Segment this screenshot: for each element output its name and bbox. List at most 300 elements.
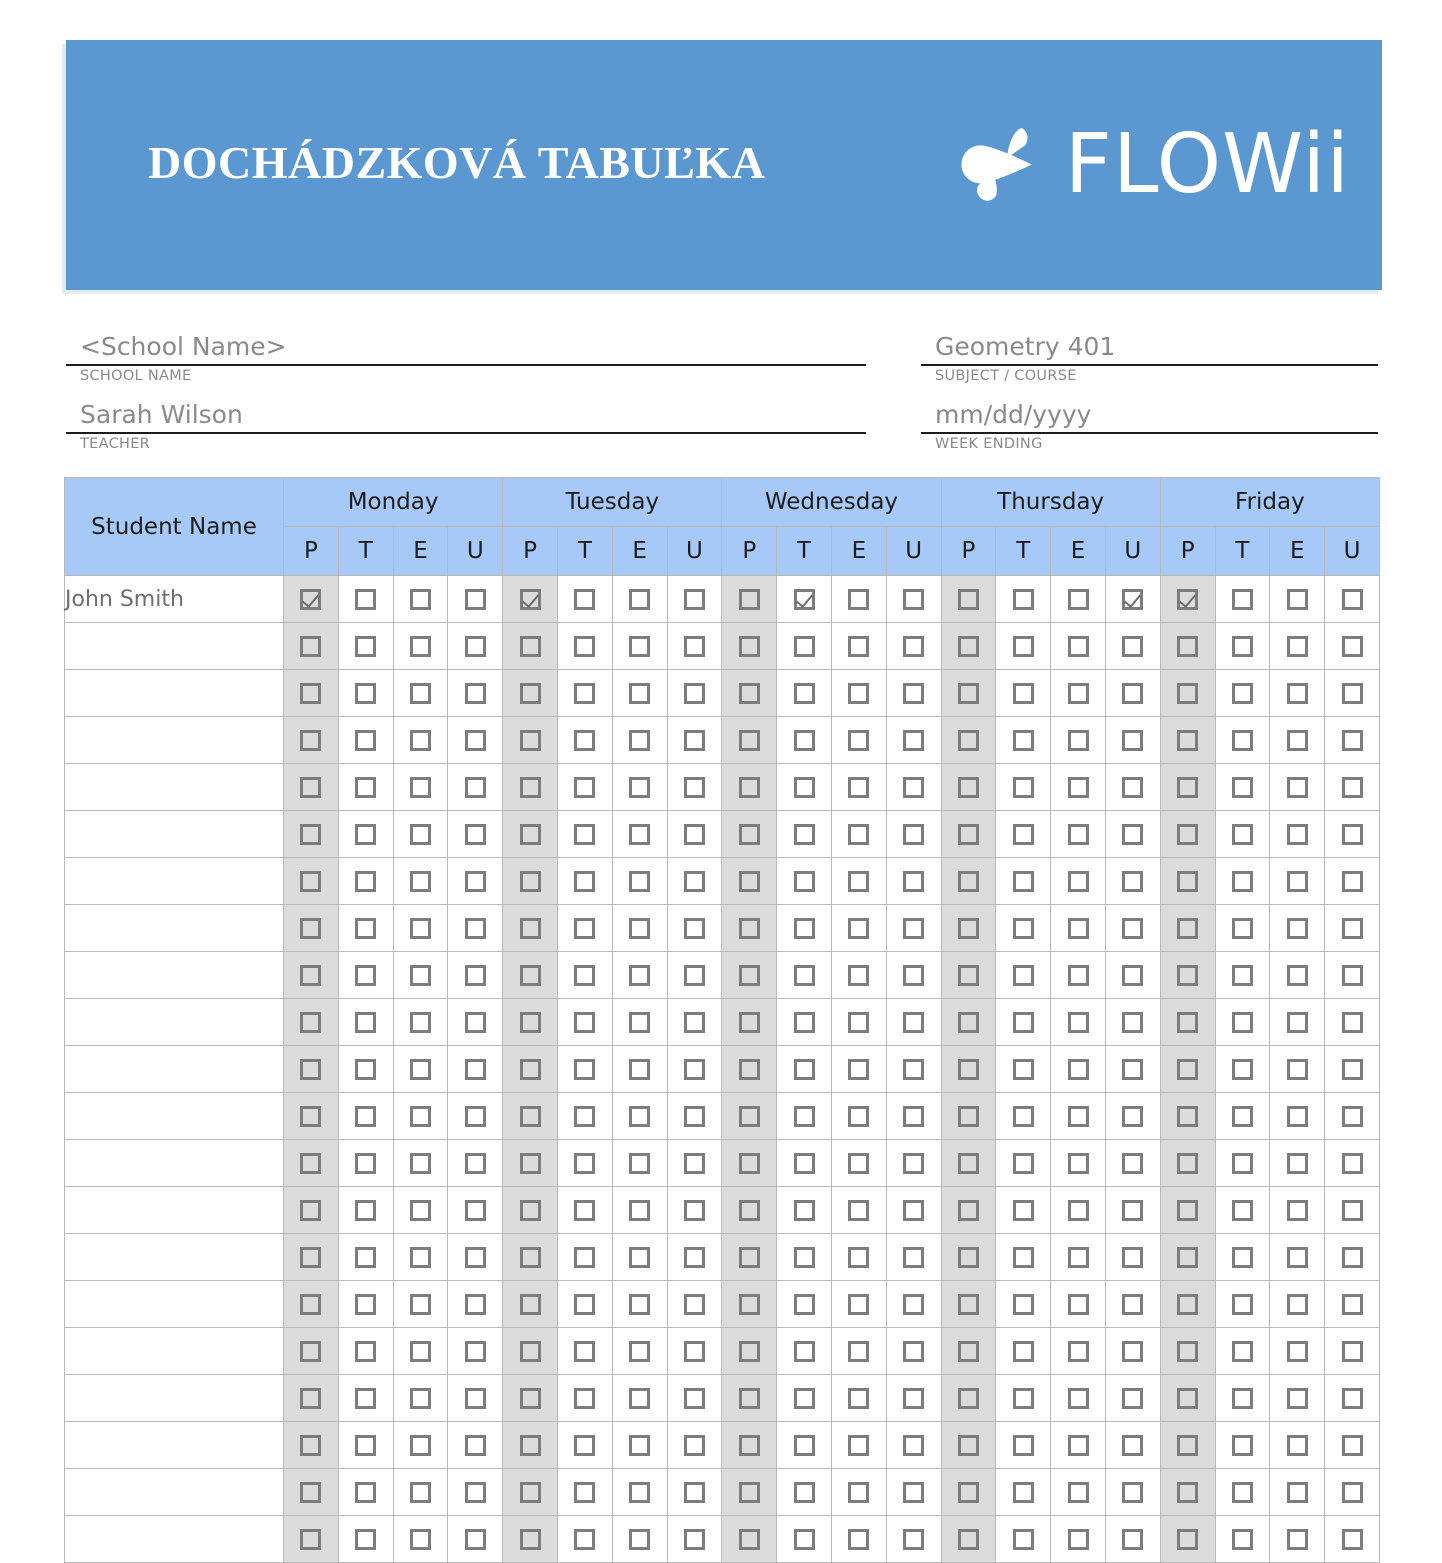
checkbox-icon[interactable] (903, 730, 924, 751)
checkbox-icon[interactable] (574, 824, 595, 845)
attendance-cell-friday-u[interactable] (1325, 1234, 1380, 1281)
checkbox-icon[interactable] (684, 965, 705, 986)
attendance-cell-monday-u[interactable] (448, 1093, 503, 1140)
attendance-cell-wednesday-e[interactable] (831, 858, 886, 905)
checkbox-icon[interactable] (355, 1482, 376, 1503)
attendance-cell-wednesday-e[interactable] (831, 1469, 886, 1516)
checkbox-icon[interactable] (520, 824, 541, 845)
checkbox-icon[interactable] (410, 1341, 431, 1362)
attendance-cell-thursday-p[interactable] (941, 1234, 996, 1281)
attendance-cell-friday-p[interactable] (1160, 999, 1215, 1046)
checkbox-icon[interactable] (410, 589, 431, 610)
attendance-cell-friday-p[interactable] (1160, 623, 1215, 670)
attendance-cell-friday-t[interactable] (1215, 1187, 1270, 1234)
attendance-cell-friday-p[interactable] (1160, 764, 1215, 811)
attendance-cell-wednesday-p[interactable] (722, 858, 777, 905)
checkbox-icon[interactable] (520, 1200, 541, 1221)
checkbox-icon[interactable] (1122, 1435, 1143, 1456)
checkbox-icon[interactable] (794, 683, 815, 704)
attendance-cell-tuesday-u[interactable] (667, 717, 722, 764)
attendance-cell-tuesday-t[interactable] (557, 1140, 612, 1187)
checkbox-icon[interactable] (629, 1012, 650, 1033)
checkbox-icon[interactable] (1232, 1106, 1253, 1127)
attendance-cell-tuesday-t[interactable] (557, 1375, 612, 1422)
checkbox-icon[interactable] (1122, 965, 1143, 986)
checkbox-icon[interactable] (903, 918, 924, 939)
attendance-cell-wednesday-p[interactable] (722, 1234, 777, 1281)
attendance-cell-tuesday-u[interactable] (667, 1422, 722, 1469)
attendance-cell-thursday-u[interactable] (1105, 905, 1160, 952)
attendance-cell-thursday-p[interactable] (941, 670, 996, 717)
attendance-cell-wednesday-t[interactable] (777, 1281, 832, 1328)
checkbox-icon[interactable] (629, 730, 650, 751)
attendance-cell-thursday-t[interactable] (996, 764, 1051, 811)
attendance-cell-tuesday-p[interactable] (503, 811, 558, 858)
checkbox-icon[interactable] (465, 1529, 486, 1550)
attendance-cell-monday-e[interactable] (393, 811, 448, 858)
attendance-cell-friday-p[interactable] (1160, 858, 1215, 905)
attendance-cell-wednesday-p[interactable] (722, 1093, 777, 1140)
attendance-cell-tuesday-e[interactable] (612, 1046, 667, 1093)
checkbox-icon[interactable] (574, 871, 595, 892)
attendance-cell-tuesday-u[interactable] (667, 576, 722, 623)
checkbox-icon[interactable] (739, 1341, 760, 1362)
attendance-cell-wednesday-u[interactable] (886, 1046, 941, 1093)
checkbox-icon[interactable] (574, 1153, 595, 1174)
student-name-cell[interactable] (65, 1046, 284, 1093)
student-name-cell[interactable] (65, 1516, 284, 1563)
attendance-cell-monday-t[interactable] (338, 1375, 393, 1422)
checkbox-icon[interactable] (1122, 918, 1143, 939)
checkbox-icon[interactable] (739, 636, 760, 657)
attendance-cell-thursday-t[interactable] (996, 1187, 1051, 1234)
attendance-cell-friday-p[interactable] (1160, 1516, 1215, 1563)
attendance-cell-friday-t[interactable] (1215, 999, 1270, 1046)
attendance-cell-wednesday-e[interactable] (831, 1234, 886, 1281)
checkbox-icon[interactable] (629, 1247, 650, 1268)
attendance-cell-tuesday-e[interactable] (612, 1422, 667, 1469)
attendance-cell-monday-t[interactable] (338, 905, 393, 952)
attendance-cell-wednesday-e[interactable] (831, 1516, 886, 1563)
attendance-cell-monday-u[interactable] (448, 1516, 503, 1563)
checkbox-icon[interactable] (300, 1200, 321, 1221)
attendance-cell-wednesday-e[interactable] (831, 999, 886, 1046)
attendance-cell-tuesday-u[interactable] (667, 764, 722, 811)
attendance-cell-monday-u[interactable] (448, 999, 503, 1046)
attendance-cell-monday-t[interactable] (338, 1328, 393, 1375)
attendance-cell-wednesday-p[interactable] (722, 952, 777, 999)
checkbox-icon[interactable] (739, 777, 760, 798)
checkbox-icon[interactable] (1122, 730, 1143, 751)
checkbox-icon[interactable] (1177, 1153, 1198, 1174)
attendance-cell-friday-t[interactable] (1215, 717, 1270, 764)
attendance-cell-thursday-e[interactable] (1051, 576, 1106, 623)
checkbox-icon[interactable] (739, 1482, 760, 1503)
attendance-cell-thursday-e[interactable] (1051, 764, 1106, 811)
attendance-cell-wednesday-u[interactable] (886, 1234, 941, 1281)
attendance-cell-tuesday-p[interactable] (503, 1093, 558, 1140)
checkbox-icon[interactable] (1287, 1294, 1308, 1315)
attendance-cell-friday-u[interactable] (1325, 1516, 1380, 1563)
checkbox-icon[interactable] (903, 871, 924, 892)
attendance-cell-wednesday-e[interactable] (831, 1328, 886, 1375)
checkbox-icon[interactable] (848, 1059, 869, 1080)
checkbox-icon[interactable] (1287, 1012, 1308, 1033)
attendance-cell-wednesday-e[interactable] (831, 905, 886, 952)
attendance-cell-monday-p[interactable] (284, 1046, 339, 1093)
checkbox-icon[interactable] (1068, 589, 1089, 610)
attendance-cell-wednesday-p[interactable] (722, 717, 777, 764)
attendance-cell-thursday-p[interactable] (941, 1093, 996, 1140)
checkbox-icon[interactable] (958, 1153, 979, 1174)
attendance-cell-tuesday-p[interactable] (503, 1281, 558, 1328)
attendance-cell-thursday-t[interactable] (996, 623, 1051, 670)
checkbox-icon[interactable] (574, 777, 595, 798)
attendance-cell-thursday-p[interactable] (941, 1187, 996, 1234)
attendance-cell-monday-p[interactable] (284, 1469, 339, 1516)
checkbox-icon[interactable] (1342, 1388, 1363, 1409)
attendance-cell-monday-t[interactable] (338, 1422, 393, 1469)
checkbox-icon[interactable] (739, 1529, 760, 1550)
attendance-cell-wednesday-t[interactable] (777, 623, 832, 670)
attendance-cell-monday-t[interactable] (338, 1093, 393, 1140)
attendance-cell-friday-u[interactable] (1325, 905, 1380, 952)
attendance-cell-thursday-e[interactable] (1051, 717, 1106, 764)
checkbox-icon[interactable] (520, 1435, 541, 1456)
attendance-cell-thursday-p[interactable] (941, 1046, 996, 1093)
checkbox-icon[interactable] (410, 1059, 431, 1080)
checkbox-icon[interactable] (684, 1294, 705, 1315)
attendance-cell-wednesday-p[interactable] (722, 1469, 777, 1516)
attendance-cell-wednesday-t[interactable] (777, 717, 832, 764)
checkbox-icon[interactable] (629, 824, 650, 845)
attendance-cell-monday-u[interactable] (448, 576, 503, 623)
attendance-cell-friday-u[interactable] (1325, 1281, 1380, 1328)
checkbox-icon[interactable] (520, 1341, 541, 1362)
checkbox-icon[interactable] (739, 965, 760, 986)
field-subject-course[interactable] (921, 333, 1378, 384)
attendance-cell-thursday-u[interactable] (1105, 1281, 1160, 1328)
checkbox-icon[interactable] (1287, 1059, 1308, 1080)
checkbox-icon[interactable] (300, 918, 321, 939)
attendance-cell-thursday-u[interactable] (1105, 623, 1160, 670)
checkbox-icon[interactable] (958, 871, 979, 892)
checkbox-icon[interactable] (958, 824, 979, 845)
checkbox-icon[interactable] (300, 824, 321, 845)
checkbox-icon[interactable] (1342, 1106, 1363, 1127)
checkbox-icon[interactable] (1122, 683, 1143, 704)
checkbox-icon[interactable] (794, 1529, 815, 1550)
attendance-cell-wednesday-e[interactable] (831, 764, 886, 811)
attendance-cell-tuesday-t[interactable] (557, 1516, 612, 1563)
checkbox-icon[interactable] (355, 1200, 376, 1221)
checkbox-icon[interactable] (1342, 871, 1363, 892)
checkbox-icon[interactable] (1287, 1106, 1308, 1127)
checkbox-icon[interactable] (1287, 1247, 1308, 1268)
attendance-cell-thursday-e[interactable] (1051, 952, 1106, 999)
attendance-cell-monday-p[interactable] (284, 576, 339, 623)
attendance-cell-wednesday-u[interactable] (886, 1093, 941, 1140)
attendance-cell-tuesday-u[interactable] (667, 1469, 722, 1516)
checkbox-icon[interactable] (355, 730, 376, 751)
checkbox-icon[interactable] (848, 1529, 869, 1550)
attendance-cell-monday-t[interactable] (338, 1516, 393, 1563)
checkbox-icon[interactable] (1013, 871, 1034, 892)
checkbox-icon[interactable] (1287, 1529, 1308, 1550)
attendance-cell-wednesday-t[interactable] (777, 858, 832, 905)
checkbox-icon[interactable] (1013, 1482, 1034, 1503)
checkbox-icon[interactable] (1287, 636, 1308, 657)
attendance-cell-wednesday-u[interactable] (886, 952, 941, 999)
checkbox-icon[interactable] (355, 1294, 376, 1315)
attendance-cell-tuesday-e[interactable] (612, 1234, 667, 1281)
checkbox-icon[interactable] (1177, 1247, 1198, 1268)
attendance-cell-monday-p[interactable] (284, 1140, 339, 1187)
attendance-cell-friday-t[interactable] (1215, 576, 1270, 623)
attendance-cell-monday-e[interactable] (393, 1093, 448, 1140)
attendance-cell-thursday-p[interactable] (941, 1281, 996, 1328)
attendance-cell-friday-u[interactable] (1325, 670, 1380, 717)
attendance-cell-tuesday-t[interactable] (557, 764, 612, 811)
checkbox-icon[interactable] (1342, 824, 1363, 845)
checkbox-icon[interactable] (1013, 965, 1034, 986)
attendance-cell-monday-u[interactable] (448, 811, 503, 858)
checkbox-icon[interactable] (300, 1153, 321, 1174)
checkbox-icon[interactable] (739, 1059, 760, 1080)
checkbox-icon[interactable] (848, 1200, 869, 1221)
attendance-cell-thursday-e[interactable] (1051, 1375, 1106, 1422)
checkbox-icon[interactable] (574, 636, 595, 657)
checkbox-icon[interactable] (848, 1012, 869, 1033)
attendance-cell-tuesday-e[interactable] (612, 811, 667, 858)
checkbox-icon[interactable] (958, 777, 979, 798)
checkbox-icon[interactable] (520, 1294, 541, 1315)
attendance-cell-thursday-t[interactable] (996, 576, 1051, 623)
attendance-cell-tuesday-u[interactable] (667, 1234, 722, 1281)
student-name-cell[interactable] (65, 623, 284, 670)
checkbox-icon[interactable] (574, 965, 595, 986)
attendance-cell-tuesday-p[interactable] (503, 576, 558, 623)
checkbox-icon[interactable] (794, 1435, 815, 1456)
checkbox-icon[interactable] (848, 730, 869, 751)
checkbox-icon[interactable] (355, 1388, 376, 1409)
checkbox-icon[interactable] (794, 1059, 815, 1080)
checked-checkbox-icon[interactable] (520, 589, 541, 610)
checkbox-icon[interactable] (520, 1106, 541, 1127)
checkbox-icon[interactable] (1068, 824, 1089, 845)
attendance-cell-friday-t[interactable] (1215, 670, 1270, 717)
checkbox-icon[interactable] (794, 1106, 815, 1127)
attendance-cell-friday-t[interactable] (1215, 1234, 1270, 1281)
checkbox-icon[interactable] (684, 730, 705, 751)
attendance-cell-tuesday-p[interactable] (503, 1234, 558, 1281)
field-week-ending[interactable] (921, 401, 1378, 452)
checkbox-icon[interactable] (1013, 1247, 1034, 1268)
attendance-cell-thursday-u[interactable] (1105, 1469, 1160, 1516)
checkbox-icon[interactable] (1013, 730, 1034, 751)
checkbox-icon[interactable] (574, 1294, 595, 1315)
checkbox-icon[interactable] (465, 1388, 486, 1409)
attendance-cell-friday-u[interactable] (1325, 1046, 1380, 1093)
attendance-cell-wednesday-p[interactable] (722, 670, 777, 717)
checkbox-icon[interactable] (684, 1059, 705, 1080)
checkbox-icon[interactable] (1177, 1341, 1198, 1362)
attendance-cell-thursday-t[interactable] (996, 1281, 1051, 1328)
attendance-cell-friday-t[interactable] (1215, 1328, 1270, 1375)
attendance-cell-tuesday-u[interactable] (667, 905, 722, 952)
checkbox-icon[interactable] (1177, 683, 1198, 704)
checkbox-icon[interactable] (903, 636, 924, 657)
attendance-cell-wednesday-t[interactable] (777, 952, 832, 999)
checkbox-icon[interactable] (465, 871, 486, 892)
checkbox-icon[interactable] (574, 1059, 595, 1080)
student-name-cell[interactable] (65, 717, 284, 764)
checkbox-icon[interactable] (1232, 1388, 1253, 1409)
attendance-cell-friday-e[interactable] (1270, 670, 1325, 717)
checkbox-icon[interactable] (903, 1106, 924, 1127)
attendance-cell-tuesday-p[interactable] (503, 623, 558, 670)
checkbox-icon[interactable] (520, 1482, 541, 1503)
attendance-cell-wednesday-p[interactable] (722, 811, 777, 858)
checkbox-icon[interactable] (520, 871, 541, 892)
attendance-cell-friday-p[interactable] (1160, 1375, 1215, 1422)
attendance-cell-friday-t[interactable] (1215, 1422, 1270, 1469)
checkbox-icon[interactable] (574, 1200, 595, 1221)
checkbox-icon[interactable] (300, 1012, 321, 1033)
attendance-cell-monday-e[interactable] (393, 858, 448, 905)
checkbox-icon[interactable] (520, 1012, 541, 1033)
attendance-cell-tuesday-u[interactable] (667, 623, 722, 670)
attendance-cell-tuesday-e[interactable] (612, 717, 667, 764)
attendance-cell-monday-e[interactable] (393, 905, 448, 952)
checkbox-icon[interactable] (465, 1059, 486, 1080)
attendance-cell-tuesday-t[interactable] (557, 1469, 612, 1516)
checkbox-icon[interactable] (958, 965, 979, 986)
checkbox-icon[interactable] (520, 777, 541, 798)
checkbox-icon[interactable] (629, 1294, 650, 1315)
student-name-cell[interactable] (65, 670, 284, 717)
attendance-cell-thursday-u[interactable] (1105, 1328, 1160, 1375)
attendance-cell-friday-u[interactable] (1325, 811, 1380, 858)
attendance-cell-thursday-p[interactable] (941, 764, 996, 811)
checkbox-icon[interactable] (629, 589, 650, 610)
checkbox-icon[interactable] (1342, 730, 1363, 751)
attendance-cell-monday-t[interactable] (338, 1187, 393, 1234)
attendance-cell-wednesday-e[interactable] (831, 811, 886, 858)
attendance-cell-monday-e[interactable] (393, 1375, 448, 1422)
attendance-cell-monday-e[interactable] (393, 764, 448, 811)
attendance-cell-monday-p[interactable] (284, 1234, 339, 1281)
attendance-cell-tuesday-t[interactable] (557, 1093, 612, 1140)
attendance-cell-friday-e[interactable] (1270, 1375, 1325, 1422)
attendance-cell-tuesday-u[interactable] (667, 1046, 722, 1093)
attendance-cell-wednesday-u[interactable] (886, 1422, 941, 1469)
attendance-cell-monday-u[interactable] (448, 1328, 503, 1375)
checkbox-icon[interactable] (1013, 1294, 1034, 1315)
attendance-cell-thursday-e[interactable] (1051, 1140, 1106, 1187)
attendance-cell-wednesday-t[interactable] (777, 1469, 832, 1516)
attendance-cell-wednesday-e[interactable] (831, 717, 886, 764)
student-name-cell[interactable] (65, 1093, 284, 1140)
checkbox-icon[interactable] (1342, 1153, 1363, 1174)
checkbox-icon[interactable] (300, 965, 321, 986)
checkbox-icon[interactable] (794, 918, 815, 939)
attendance-cell-wednesday-e[interactable] (831, 623, 886, 670)
attendance-cell-friday-e[interactable] (1270, 1281, 1325, 1328)
attendance-cell-thursday-t[interactable] (996, 1093, 1051, 1140)
attendance-cell-friday-u[interactable] (1325, 576, 1380, 623)
checkbox-icon[interactable] (1232, 1059, 1253, 1080)
checkbox-icon[interactable] (300, 730, 321, 751)
checkbox-icon[interactable] (903, 1200, 924, 1221)
checkbox-icon[interactable] (1232, 918, 1253, 939)
checkbox-icon[interactable] (1232, 1012, 1253, 1033)
attendance-cell-friday-e[interactable] (1270, 717, 1325, 764)
checkbox-icon[interactable] (1068, 683, 1089, 704)
checkbox-icon[interactable] (574, 1341, 595, 1362)
field-school-name[interactable] (66, 333, 866, 384)
attendance-cell-friday-p[interactable] (1160, 811, 1215, 858)
attendance-cell-wednesday-t[interactable] (777, 1046, 832, 1093)
attendance-cell-friday-u[interactable] (1325, 1093, 1380, 1140)
attendance-cell-friday-p[interactable] (1160, 1281, 1215, 1328)
checkbox-icon[interactable] (684, 1200, 705, 1221)
checkbox-icon[interactable] (465, 1294, 486, 1315)
attendance-cell-monday-t[interactable] (338, 1140, 393, 1187)
checkbox-icon[interactable] (958, 1247, 979, 1268)
attendance-cell-wednesday-e[interactable] (831, 952, 886, 999)
attendance-cell-friday-u[interactable] (1325, 764, 1380, 811)
attendance-cell-thursday-t[interactable] (996, 1422, 1051, 1469)
checkbox-icon[interactable] (1287, 1435, 1308, 1456)
attendance-cell-monday-u[interactable] (448, 623, 503, 670)
checkbox-icon[interactable] (1122, 1200, 1143, 1221)
checkbox-icon[interactable] (1013, 1153, 1034, 1174)
attendance-cell-friday-t[interactable] (1215, 1516, 1270, 1563)
checkbox-icon[interactable] (1068, 918, 1089, 939)
attendance-cell-monday-e[interactable] (393, 999, 448, 1046)
checkbox-icon[interactable] (1342, 1341, 1363, 1362)
checkbox-icon[interactable] (410, 1529, 431, 1550)
attendance-cell-monday-p[interactable] (284, 1422, 339, 1469)
attendance-cell-tuesday-p[interactable] (503, 1046, 558, 1093)
checkbox-icon[interactable] (1013, 1435, 1034, 1456)
attendance-cell-wednesday-p[interactable] (722, 1516, 777, 1563)
checkbox-icon[interactable] (410, 777, 431, 798)
checkbox-icon[interactable] (1287, 1388, 1308, 1409)
attendance-cell-tuesday-p[interactable] (503, 858, 558, 905)
checkbox-icon[interactable] (355, 683, 376, 704)
attendance-cell-monday-e[interactable] (393, 717, 448, 764)
checkbox-icon[interactable] (1068, 1247, 1089, 1268)
attendance-cell-friday-t[interactable] (1215, 1469, 1270, 1516)
checkbox-icon[interactable] (684, 824, 705, 845)
attendance-cell-tuesday-p[interactable] (503, 670, 558, 717)
checkbox-icon[interactable] (574, 730, 595, 751)
checkbox-icon[interactable] (739, 683, 760, 704)
attendance-cell-wednesday-e[interactable] (831, 1422, 886, 1469)
checkbox-icon[interactable] (1013, 918, 1034, 939)
attendance-cell-friday-p[interactable] (1160, 1234, 1215, 1281)
attendance-cell-wednesday-p[interactable] (722, 999, 777, 1046)
attendance-cell-wednesday-p[interactable] (722, 1375, 777, 1422)
attendance-cell-friday-t[interactable] (1215, 1140, 1270, 1187)
checkbox-icon[interactable] (903, 1247, 924, 1268)
checkbox-icon[interactable] (794, 871, 815, 892)
checkbox-icon[interactable] (739, 1435, 760, 1456)
checkbox-icon[interactable] (574, 683, 595, 704)
student-name-cell[interactable] (65, 1281, 284, 1328)
